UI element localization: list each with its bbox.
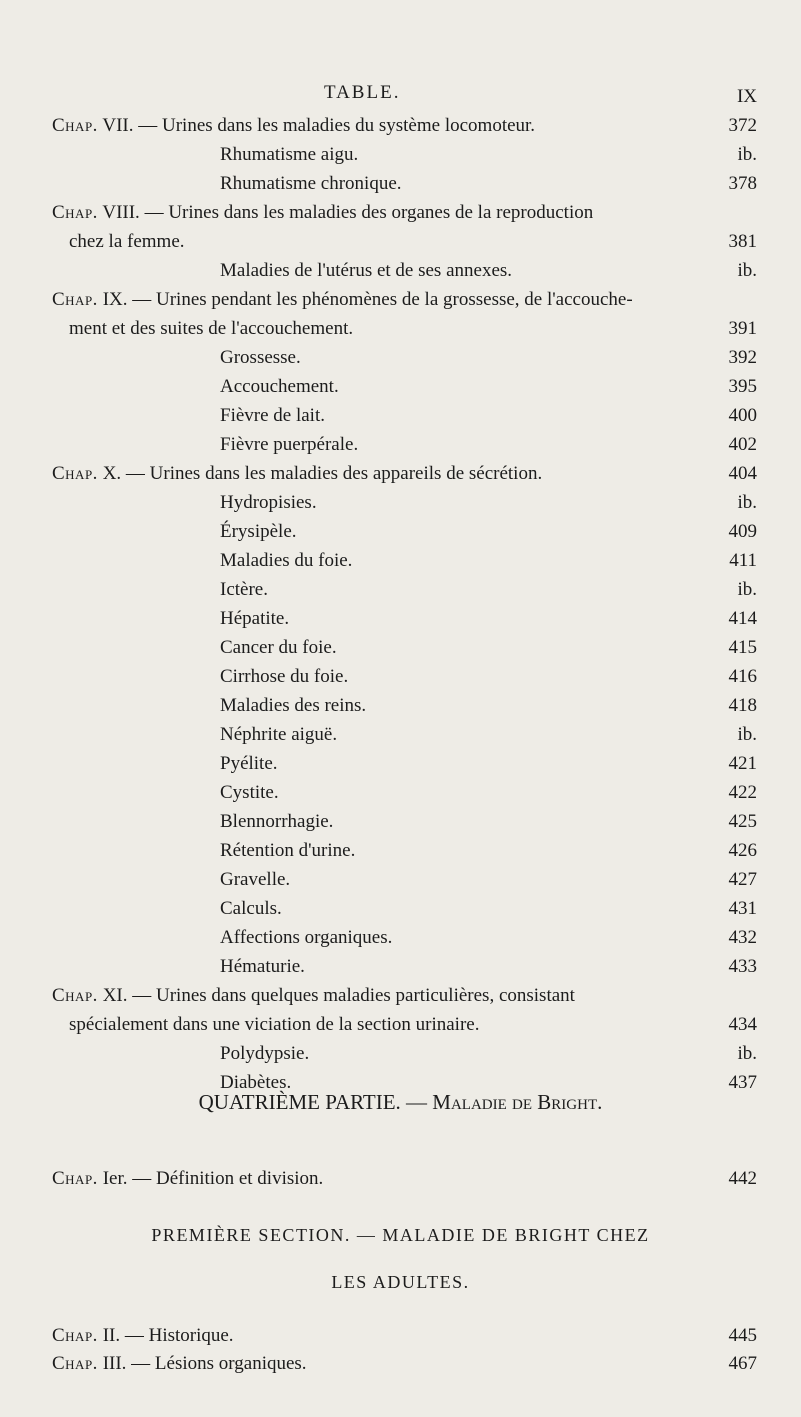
page-ref: 418 [728, 695, 757, 716]
chapter-number: VIII. [102, 202, 140, 223]
chapter-number: II. [102, 1325, 121, 1346]
toc-entry [0, 779, 801, 807]
toc-entry [0, 170, 801, 198]
chapter-number: III. [102, 1353, 127, 1374]
chapter-heading [52, 1322, 669, 1350]
chapter-heading [52, 286, 669, 314]
toc-entry [0, 953, 801, 981]
chapter-number: IX. [102, 289, 128, 310]
page-ref: 431 [728, 898, 757, 919]
toc-entry [0, 489, 801, 517]
sub-entry-text: Fièvre puerpérale. [220, 434, 359, 455]
toc-entry [0, 895, 801, 923]
toc-entry [0, 576, 801, 604]
chapter-text: — Définition et division. [132, 1168, 324, 1189]
sub-entry-text: Cirrhose du foie. [220, 666, 349, 687]
page-ref: 395 [728, 376, 757, 397]
chapter-label: Chap. [52, 1325, 98, 1346]
toc-entry [0, 141, 801, 169]
sub-entry-text: Érysipèle. [220, 521, 297, 542]
sub-entry-text: Ictère. [220, 579, 268, 600]
toc-entry [0, 982, 801, 1010]
toc-entry [0, 402, 801, 430]
toc-entry [0, 663, 801, 691]
page-ref: 400 [728, 405, 757, 426]
chapter-continuation: spécialement dans une viciation de la section urinaire. [69, 1014, 480, 1035]
chapter-text: — Lésions organiques. [131, 1353, 307, 1374]
page-ref: 434 [728, 1014, 757, 1035]
toc-entry [0, 315, 801, 343]
page-ref: 445 [728, 1325, 757, 1346]
page-ref: 432 [728, 927, 757, 948]
toc-entry [0, 750, 801, 778]
page-ref: 433 [728, 956, 757, 977]
chapter-label: Chap. [52, 289, 98, 310]
sub-entry-text: Calculs. [220, 898, 282, 919]
toc-entry [0, 808, 801, 836]
sub-entry-text: Cancer du foie. [220, 637, 337, 658]
toc-entry [0, 1350, 801, 1378]
toc-entry [0, 257, 801, 285]
page-ref: 425 [728, 811, 757, 832]
toc-entry [0, 547, 801, 575]
toc-entry [0, 344, 801, 372]
section-title-line-1: PREMIÈRE SECTION. — MALADIE DE BRIGHT CHEZ [151, 1225, 650, 1245]
section-title-line-2: LES ADULTES. [331, 1272, 470, 1292]
chapter-text: — Urines pendant les phénomènes de la grossesse, de l'accouche- [132, 289, 633, 310]
page-ref: 411 [729, 550, 757, 571]
page-ref: 415 [728, 637, 757, 658]
page-ref: 467 [728, 1353, 757, 1374]
toc-entry [0, 1011, 801, 1039]
sub-entry-text: Blennorrhagie. [220, 811, 334, 832]
toc-entry [0, 1322, 801, 1350]
toc-entry [0, 721, 801, 749]
chapter-number: X. [102, 463, 122, 484]
toc-entry [0, 199, 801, 227]
sub-entry-text: Maladies du foie. [220, 550, 353, 571]
page-ref: 422 [728, 782, 757, 803]
toc-entry [0, 837, 801, 865]
chapter-heading [52, 199, 669, 227]
running-head [0, 78, 801, 106]
chapter-label: Chap. [52, 1168, 98, 1189]
chapter-label: Chap. [52, 985, 98, 1006]
part-title: QUATRIÈME PARTIE. [198, 1090, 401, 1114]
page-ref: 442 [728, 1168, 757, 1189]
chapter-number: VII. [102, 115, 134, 136]
toc-entry [0, 924, 801, 952]
page-ref: 372 [728, 115, 757, 136]
toc-entry [0, 228, 801, 256]
toc-entry [0, 460, 801, 488]
toc-entry-chapter-one [0, 1165, 801, 1193]
chapter-number: Ier. [102, 1168, 128, 1189]
page-ref: 421 [728, 753, 757, 774]
page-ref: ib. [737, 492, 757, 513]
page-ref: 409 [728, 521, 757, 542]
sub-entry-text: Maladies de l'utérus et de ses annexes. [220, 260, 513, 281]
sub-entry-text: Polydypsie. [220, 1043, 310, 1064]
sub-entry-text: Hématurie. [220, 956, 305, 977]
sub-entry-text: Hépatite. [220, 608, 290, 629]
sub-entry-text: Rhumatisme aigu. [220, 144, 359, 165]
chapter-heading [52, 460, 669, 488]
page-ref: 392 [728, 347, 757, 368]
part-subtitle: — Maladie de Bright. [406, 1090, 603, 1114]
chapter-heading [52, 1350, 669, 1378]
page-ref: ib. [737, 724, 757, 745]
toc-entry [0, 431, 801, 459]
page-ref: ib. [737, 260, 757, 281]
sub-entry-text: Rétention d'urine. [220, 840, 356, 861]
page-ref: 426 [728, 840, 757, 861]
toc-entry [0, 373, 801, 401]
toc-entry [0, 112, 801, 140]
page-ref: 378 [728, 173, 757, 194]
sub-entry-text: Hydropisies. [220, 492, 317, 513]
toc-entry [0, 692, 801, 720]
page-ref: 437 [728, 1072, 757, 1093]
sub-entry-text: Pyélite. [220, 753, 278, 774]
chapter-text: — Historique. [124, 1325, 234, 1346]
toc-entry [0, 866, 801, 894]
page-ref: 414 [728, 608, 757, 629]
toc-entry [0, 605, 801, 633]
page-ref: ib. [737, 144, 757, 165]
page-number: IX [736, 86, 757, 107]
page-ref: 416 [728, 666, 757, 687]
running-head-title: TABLE. [324, 82, 401, 103]
page-ref: 402 [728, 434, 757, 455]
chapter-label: Chap. [52, 1353, 98, 1374]
toc-entry [0, 1040, 801, 1068]
page-ref: 427 [728, 869, 757, 890]
page-ref: 391 [728, 318, 757, 339]
sub-entry-text: Maladies des reins. [220, 695, 367, 716]
chapter-heading [52, 982, 669, 1010]
chapter-label: Chap. [52, 202, 98, 223]
chapter-label: Chap. [52, 115, 98, 136]
chapter-continuation: chez la femme. [69, 231, 185, 252]
toc-entry [0, 286, 801, 314]
chapter-continuation: ment et des suites de l'accouchement. [69, 318, 354, 339]
part-heading [0, 1090, 801, 1115]
sub-entry-text: Cystite. [220, 782, 279, 803]
chapter-text: — Urines dans quelques maladies particulières, consistant [132, 985, 575, 1006]
page-ref: 381 [728, 231, 757, 252]
sub-entry-text: Accouchement. [220, 376, 339, 397]
sub-entry-text: Diabètes. [220, 1072, 292, 1093]
sub-entry-text: Grossesse. [220, 347, 301, 368]
page-ref: ib. [737, 579, 757, 600]
toc-entry [0, 634, 801, 662]
chapter-text: — Urines dans les maladies des appareils de sécrétion. [125, 463, 543, 484]
page-ref: ib. [737, 1043, 757, 1064]
chapter-label: Chap. [52, 463, 98, 484]
chapter-heading [52, 112, 669, 140]
sub-entry-text: Fièvre de lait. [220, 405, 325, 426]
page-ref: 404 [728, 463, 757, 484]
sub-entry-text: Gravelle. [220, 869, 291, 890]
chapter-text: — Urines dans les maladies des organes de la reproduction [144, 202, 594, 223]
sub-entry-text: Affections organiques. [220, 927, 393, 948]
sub-entry-text: Néphrite aiguë. [220, 724, 338, 745]
sub-entry-text: Rhumatisme chronique. [220, 173, 402, 194]
chapter-number: XI. [102, 985, 128, 1006]
chapter-text: — Urines dans les maladies du système locomoteur. [138, 115, 536, 136]
toc-entry [0, 518, 801, 546]
